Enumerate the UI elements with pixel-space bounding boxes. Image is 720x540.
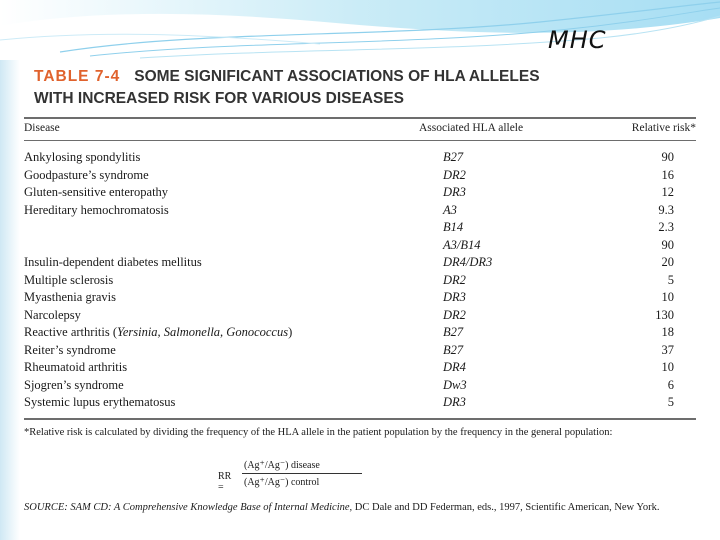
top-rule	[24, 117, 696, 119]
table-label: TABLE 7-4	[34, 68, 121, 85]
cell-relative-risk: 20	[661, 255, 674, 269]
source-label: SOURCE: SAM CD: A Comprehensive Knowledge Base of Internal Medicine,	[24, 502, 353, 513]
cell-allele: Dw3	[443, 377, 467, 392]
cell-allele: DR3	[443, 290, 466, 304]
cell-relative-risk: 5	[667, 395, 674, 409]
fraction-line	[242, 473, 362, 474]
formula-denominator: (Ag⁺/Ag⁻) control	[244, 477, 320, 488]
header-disease: Disease	[24, 122, 60, 134]
cell-disease: Multiple sclerosis	[24, 272, 114, 287]
cell-disease: Narcolepsy	[24, 307, 81, 322]
table-row	[24, 343, 696, 361]
table-row	[24, 150, 696, 168]
cell-disease: Ankylosing spondylitis	[24, 150, 141, 164]
cell-relative-risk: 9.3	[658, 202, 674, 217]
cell-disease: Myasthenia gravis	[24, 290, 116, 304]
cell-disease: Insulin-dependent diabetes mellitus	[24, 255, 202, 269]
table-row	[24, 360, 696, 378]
formula-numerator: (Ag⁺/Ag⁻) disease	[244, 460, 320, 471]
table-row	[24, 220, 696, 238]
cell-disease: Rheumatoid arthritis	[24, 360, 128, 374]
cell-relative-risk: 16	[661, 167, 674, 182]
table-row	[24, 273, 696, 291]
cell-allele: B27	[443, 150, 464, 164]
bottom-rule	[24, 418, 696, 420]
cell-allele: DR2	[443, 272, 466, 287]
formula-lhs: RR =	[218, 471, 232, 493]
cell-relative-risk: 90	[661, 237, 674, 252]
slide-title: MHC	[548, 26, 607, 54]
cell-allele: A3/B14	[443, 237, 481, 252]
table-title	[34, 66, 540, 110]
table-row	[24, 168, 696, 186]
table-row	[24, 395, 696, 413]
table-row	[24, 185, 696, 203]
cell-disease: Sjogren’s syndrome	[24, 377, 124, 392]
header-allele: Associated HLA allele	[419, 122, 524, 134]
header-risk: Relative risk*	[631, 122, 696, 134]
cell-allele: B27	[443, 342, 464, 357]
left-accent-bar	[0, 60, 20, 540]
cell-relative-risk: 12	[661, 185, 674, 199]
cell-allele: DR2	[443, 307, 466, 322]
table-row	[24, 255, 696, 273]
cell-disease: Systemic lupus erythematosus	[24, 395, 176, 409]
header-rule	[24, 140, 696, 141]
cell-disease: Reiter’s syndrome	[24, 342, 116, 357]
source-text: DC Dale and DD Federman, eds., 1997, Scientific American, New York.	[352, 502, 660, 513]
cell-relative-risk: 2.3	[658, 220, 674, 234]
cell-disease: Reactive arthritis (Yersinia, Salmonella, Gonococcus)	[24, 325, 293, 339]
cell-relative-risk: 10	[661, 290, 674, 304]
cell-relative-risk: 90	[661, 150, 674, 164]
cell-allele: A3	[443, 202, 457, 217]
cell-allele: DR4	[443, 360, 466, 374]
cell-allele: B14	[443, 220, 464, 234]
cell-relative-risk: 130	[655, 307, 674, 322]
cell-allele: DR3	[443, 185, 466, 199]
cell-allele: DR2	[443, 167, 466, 182]
cell-relative-risk: 6	[667, 377, 674, 392]
table-row	[24, 238, 696, 256]
table-title-line1: SOME SIGNIFICANT ASSOCIATIONS OF HLA ALLELES	[134, 68, 540, 85]
cell-allele: B27	[443, 325, 464, 339]
table-row	[24, 378, 696, 396]
cell-relative-risk: 5	[667, 272, 674, 287]
table-row	[24, 325, 696, 343]
cell-disease: Hereditary hemochromatosis	[24, 202, 169, 217]
table-title-line2: WITH INCREASED RISK FOR VARIOUS DISEASES	[34, 90, 405, 107]
footnote: *Relative risk is calculated by dividing the frequency of the HLA allele in the patient population by the frequency in the general population:	[24, 427, 613, 438]
cell-allele: DR4/DR3	[443, 255, 493, 269]
cell-disease: Gluten-sensitive enteropathy	[24, 185, 169, 199]
cell-disease: Goodpasture’s syndrome	[24, 167, 149, 182]
cell-allele: DR3	[443, 395, 466, 409]
table-row	[24, 290, 696, 308]
source-citation	[24, 501, 684, 515]
table-row	[24, 308, 696, 326]
table-row	[24, 203, 696, 221]
cell-relative-risk: 10	[661, 360, 674, 374]
cell-relative-risk: 37	[661, 342, 674, 357]
cell-relative-risk: 18	[661, 325, 674, 339]
